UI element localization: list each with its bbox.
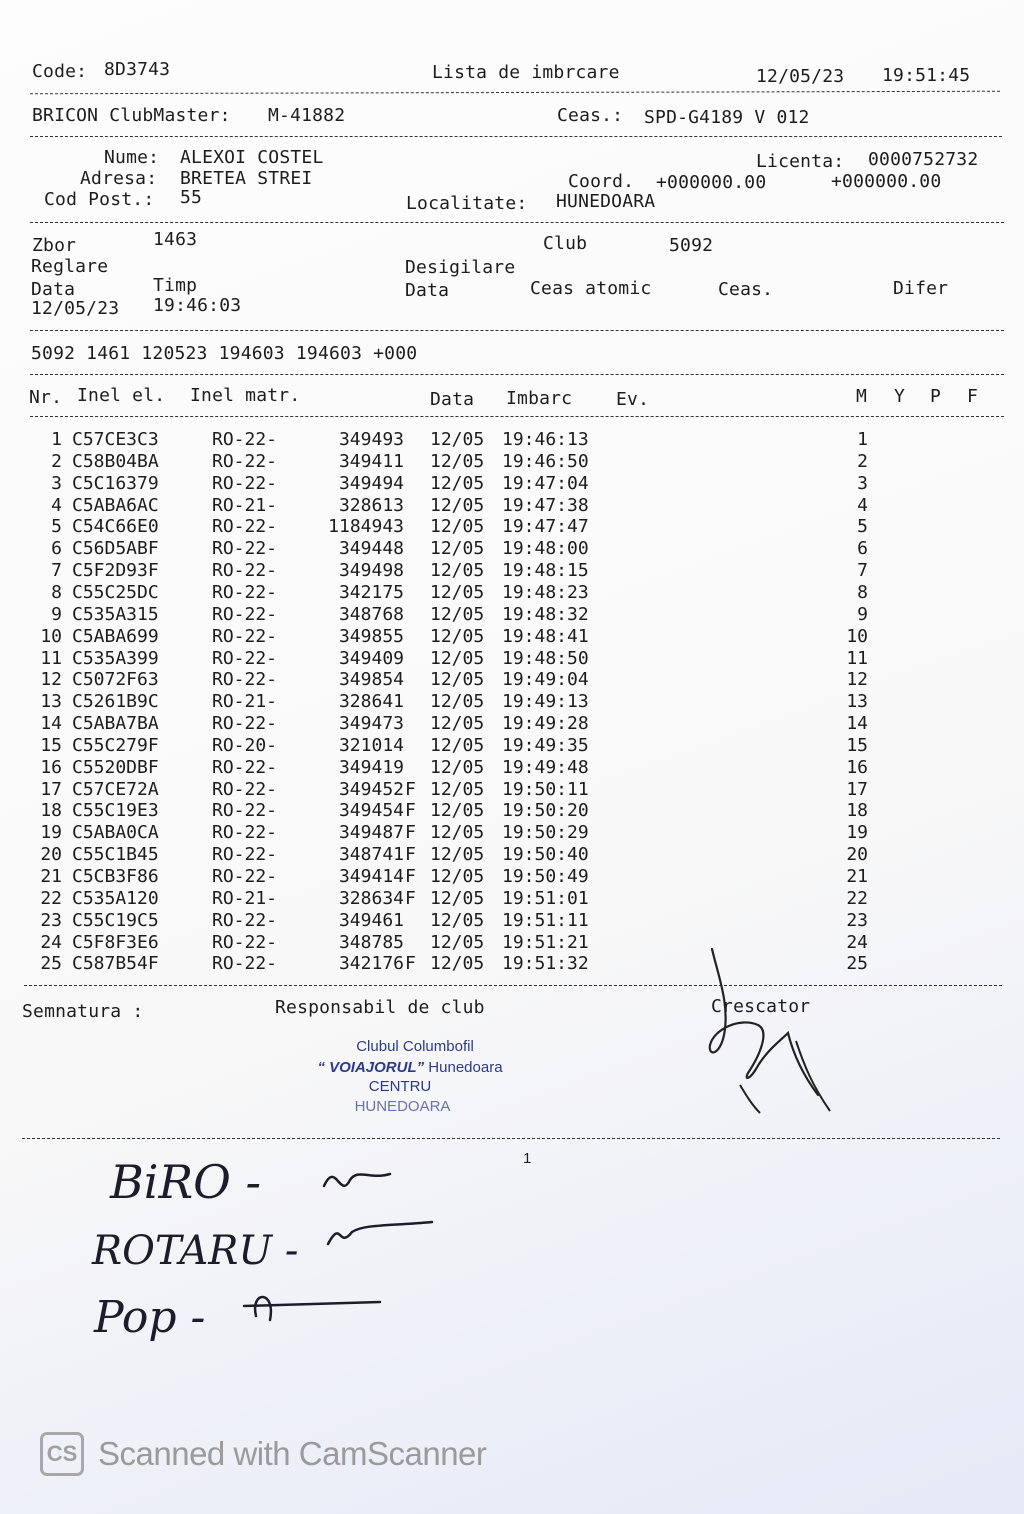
table-row: [0, 867, 1024, 889]
divider: [22, 1138, 1000, 1139]
ring-electronic: C5C16379: [72, 472, 159, 494]
ring-flag: F: [405, 800, 416, 822]
table-row: [0, 911, 1024, 933]
col-header-nr: Nr.: [29, 387, 63, 408]
ring-electronic: C57CE3C3: [72, 429, 159, 450]
col-header-inel-matr: Inel matr.: [190, 385, 301, 406]
ceas-col-label: Ceas.: [718, 279, 774, 300]
row-number: 14: [40, 713, 62, 735]
m-value: 16: [846, 756, 868, 778]
table-row: [0, 954, 1024, 976]
basket-date: 12/05: [430, 844, 485, 866]
basket-date: 12/05: [430, 647, 485, 669]
initials-mark-2: [328, 1222, 432, 1244]
m-value: 20: [846, 844, 868, 866]
col-header-f: F: [967, 386, 979, 407]
ring-electronic: C55C1B45: [72, 844, 159, 866]
m-value: 24: [846, 931, 868, 953]
basket-date: 12/05: [430, 931, 485, 953]
ring-electronic: C56D5ABF: [72, 538, 159, 560]
ring-prefix: RO-22-: [212, 538, 278, 560]
basket-date: 12/05: [430, 603, 485, 625]
ring-electronic: C5CB3F86: [72, 866, 159, 887]
ring-prefix: RO-22-: [212, 669, 278, 691]
m-value: 4: [857, 494, 868, 516]
basket-time: 19:50:29: [502, 822, 589, 844]
ring-prefix: RO-21-: [212, 887, 278, 909]
ring-number: 349493: [338, 429, 404, 450]
ring-electronic: C58B04BA: [72, 450, 159, 472]
ring-number: 349473: [338, 713, 404, 735]
row-number: 21: [40, 866, 62, 887]
m-value: 9: [857, 603, 868, 625]
basket-date: 12/05: [430, 429, 485, 450]
initials-mark-1: [324, 1174, 390, 1186]
ring-prefix: RO-22-: [212, 756, 278, 778]
ring-number: 349855: [338, 625, 404, 647]
initials-mark-3: [244, 1297, 380, 1320]
ring-number: 349452: [338, 778, 404, 800]
stamp-line-3: CENTRU: [368, 1078, 432, 1095]
row-number: 17: [40, 778, 62, 800]
col-header-ev: Ev.: [616, 389, 650, 410]
table-row: [0, 823, 1024, 845]
row-number: 18: [40, 800, 62, 822]
ring-flag: F: [405, 822, 416, 844]
basket-date: 12/05: [430, 822, 485, 844]
localitate-value: HUNEDOARA: [556, 191, 656, 212]
ring-prefix: RO-21-: [212, 494, 278, 516]
ring-electronic: C5261B9C: [72, 691, 159, 713]
m-value: 23: [846, 909, 868, 931]
basket-time: 19:49:28: [502, 713, 589, 735]
m-value: 6: [857, 538, 868, 560]
ring-prefix: RO-22-: [212, 953, 278, 975]
basket-time: 19:51:11: [502, 909, 589, 931]
ring-electronic: C55C279F: [72, 734, 159, 756]
basket-time: 19:51:01: [502, 887, 589, 909]
nume-value: ALEXOI COSTEL: [180, 147, 324, 168]
basket-date: 12/05: [430, 538, 485, 560]
ring-prefix: RO-22-: [212, 822, 278, 844]
divider: [24, 985, 1002, 986]
stamp-line-4: HUNEDOARA: [354, 1098, 451, 1115]
m-value: 11: [846, 647, 868, 669]
basket-date: 12/05: [430, 734, 485, 756]
table-row: [0, 758, 1024, 780]
ring-prefix: RO-22-: [212, 472, 278, 494]
table-row: [0, 714, 1024, 736]
code-label: Code:: [32, 61, 88, 82]
ring-number: 349494: [338, 472, 404, 494]
basket-date: 12/05: [430, 800, 485, 822]
row-number: 13: [40, 691, 62, 713]
row-number: 15: [40, 734, 62, 756]
basket-time: 19:48:41: [502, 625, 589, 647]
ring-number: 349461: [338, 909, 404, 931]
row-number: 5: [51, 516, 62, 538]
ring-electronic: C587B54F: [72, 953, 159, 975]
col-header-imbarc: Imbarc: [506, 388, 573, 409]
ring-prefix: RO-22-: [212, 909, 278, 931]
localitate-label: Localitate:: [406, 193, 528, 214]
ring-electronic: C535A120: [72, 887, 159, 909]
row-number: 7: [51, 560, 62, 582]
basket-time: 19:47:38: [502, 494, 589, 516]
basket-time: 19:48:50: [502, 647, 589, 669]
ring-number: 328641: [338, 691, 404, 713]
ring-prefix: RO-22-: [212, 647, 278, 669]
table-row: [0, 539, 1024, 561]
m-value: 19: [846, 822, 868, 844]
col-header-p: P: [930, 386, 942, 407]
basket-date: 12/05: [430, 494, 485, 516]
difer-label: Difer: [893, 278, 949, 299]
m-value: 2: [857, 450, 868, 472]
m-value: 1: [857, 429, 868, 450]
ring-number: 1184943: [328, 516, 404, 538]
document-title: Lista de imbrcare: [432, 62, 620, 83]
clubmaster-value: M-41882: [268, 105, 346, 126]
licenta-label: Licenta:: [756, 151, 845, 172]
ring-electronic: C57CE72A: [72, 778, 159, 800]
camscanner-text: Scanned with CamScanner: [98, 1435, 487, 1472]
summary-line: 5092 1461 120523 194603 194603 +000: [31, 343, 418, 364]
basket-time: 19:46:13: [502, 429, 589, 450]
ring-prefix: RO-22-: [212, 516, 278, 538]
m-value: 7: [857, 560, 868, 582]
ring-number: 348785: [338, 931, 404, 953]
ring-flag: F: [405, 778, 416, 800]
m-value: 8: [857, 581, 868, 603]
ring-number: 349419: [338, 756, 404, 778]
row-number: 8: [51, 581, 62, 603]
ring-electronic: C5072F63: [72, 669, 159, 691]
basket-time: 19:49:04: [502, 669, 589, 691]
basket-date: 12/05: [430, 756, 485, 778]
reglare-data: 12/05/23: [31, 298, 120, 319]
basket-date: 12/05: [430, 691, 485, 713]
print-date: 12/05/23: [756, 66, 845, 87]
ring-electronic: C55C19C5: [72, 909, 159, 931]
ring-electronic: C5ABA7BA: [72, 713, 159, 735]
basket-time: 19:51:32: [502, 953, 589, 975]
row-number: 3: [51, 472, 62, 494]
m-value: 5: [857, 516, 868, 538]
ring-electronic: C55C19E3: [72, 800, 159, 822]
ring-electronic: C535A315: [72, 603, 159, 625]
basket-date: 12/05: [430, 953, 485, 975]
basket-date: 12/05: [430, 472, 485, 494]
coord-x: +000000.00: [656, 172, 767, 193]
m-value: 3: [857, 472, 868, 494]
basket-date: 12/05: [430, 866, 485, 887]
ring-flag: F: [405, 953, 416, 975]
reglare-label: Reglare: [31, 256, 109, 277]
m-value: 14: [846, 713, 868, 735]
ring-prefix: RO-21-: [212, 691, 278, 713]
responsabil-label: Responsabil de club: [275, 997, 485, 1018]
basket-time: 19:51:21: [502, 931, 589, 953]
table-row: [0, 670, 1024, 692]
basket-time: 19:47:04: [502, 472, 589, 494]
camscanner-logo-icon: CS: [40, 1432, 84, 1476]
basket-time: 19:48:00: [502, 538, 589, 560]
row-number: 10: [40, 625, 62, 647]
basket-time: 19:49:13: [502, 691, 589, 713]
basket-date: 12/05: [430, 713, 485, 735]
basket-date: 12/05: [430, 887, 485, 909]
stamp-line-2: [290, 1058, 530, 1077]
ring-prefix: RO-22-: [212, 844, 278, 866]
divider: [30, 91, 1000, 95]
basket-date: 12/05: [430, 450, 485, 472]
table-row: [0, 474, 1024, 496]
ring-prefix: RO-22-: [212, 581, 278, 603]
club-value: 5092: [669, 235, 714, 256]
table-row: [0, 452, 1024, 474]
m-value: 12: [846, 669, 868, 691]
desigilare-data-label: Data: [405, 280, 450, 301]
row-number: 25: [40, 953, 62, 975]
ring-electronic: C5F8F3E6: [72, 931, 159, 953]
row-number: 20: [40, 844, 62, 866]
ring-prefix: RO-22-: [212, 713, 278, 735]
ring-electronic: C54C66E0: [72, 516, 159, 538]
ring-electronic: C5ABA0CA: [72, 822, 159, 844]
code-value: 8D3743: [104, 59, 171, 80]
clubmaster-label: BRICON ClubMaster:: [32, 105, 231, 126]
table-row: [0, 627, 1024, 649]
ring-number: 348741: [338, 844, 404, 866]
ring-number: 328613: [338, 494, 404, 516]
ceas-value: SPD-G4189 V 012: [644, 107, 810, 128]
m-value: 17: [846, 778, 868, 800]
basket-time: 19:50:20: [502, 800, 589, 822]
ring-flag: F: [405, 866, 416, 887]
zbor-label: Zbor: [32, 235, 77, 256]
m-value: 25: [846, 953, 868, 975]
divider: [30, 136, 1002, 137]
m-value: 10: [846, 625, 868, 647]
crescator-label: Crescator: [711, 996, 811, 1017]
basket-date: 12/05: [430, 560, 485, 582]
ring-prefix: RO-22-: [212, 866, 278, 887]
ring-electronic: C5ABA6AC: [72, 494, 159, 516]
row-number: 4: [51, 494, 62, 516]
ring-prefix: RO-22-: [212, 603, 278, 625]
ring-prefix: RO-22-: [212, 800, 278, 822]
divider: [30, 330, 1004, 331]
basket-time: 19:49:35: [502, 734, 589, 756]
table-row: [0, 517, 1024, 539]
desigilare-label: Desigilare: [405, 257, 516, 278]
ring-number: 349498: [338, 560, 404, 582]
table-row: [0, 583, 1024, 605]
club-label: Club: [543, 233, 588, 254]
basket-time: 19:49:48: [502, 756, 589, 778]
stamp-line-1: Clubul Columbofil: [356, 1038, 474, 1055]
divider: [30, 416, 1004, 417]
ring-prefix: RO-22-: [212, 625, 278, 647]
ring-prefix: RO-20-: [212, 734, 278, 756]
stamp-city: Hunedoara: [424, 1059, 503, 1076]
row-number: 16: [40, 756, 62, 778]
table-row: [0, 736, 1024, 758]
table-row: [0, 889, 1024, 911]
col-header-m: M: [856, 386, 868, 407]
ring-number: 349411: [338, 450, 404, 472]
ring-electronic: C535A399: [72, 647, 159, 669]
col-header-y: Y: [894, 386, 906, 407]
ring-number: 349487: [338, 822, 404, 844]
basket-time: 19:48:32: [502, 603, 589, 625]
row-number: 19: [40, 822, 62, 844]
row-number: 1: [51, 429, 62, 450]
adresa-label: Adresa:: [80, 168, 158, 189]
reglare-timp: 19:46:03: [153, 295, 242, 316]
basket-time: 19:50:40: [502, 844, 589, 866]
table-row: [0, 780, 1024, 802]
ring-electronic: C5ABA699: [72, 625, 159, 647]
basket-time: 19:46:50: [502, 450, 589, 472]
ring-flag: F: [405, 887, 416, 909]
adresa-value: BRETEA STREI: [180, 168, 313, 189]
table-row: [0, 845, 1024, 867]
row-number: 11: [40, 647, 62, 669]
ring-number: 348768: [338, 603, 404, 625]
handwritten-line-3: Pop -: [94, 1292, 206, 1343]
table-row: [0, 692, 1024, 714]
ring-number: 321014: [338, 734, 404, 756]
row-number: 9: [51, 603, 62, 625]
camscanner-watermark: [40, 1432, 486, 1476]
m-value: 22: [846, 887, 868, 909]
ring-number: 342175: [338, 581, 404, 603]
ring-number: 349854: [338, 669, 404, 691]
ring-prefix: RO-22-: [212, 429, 278, 450]
table-row: [0, 801, 1024, 823]
row-number: 23: [40, 909, 62, 931]
codpost-label: Cod Post.:: [44, 189, 155, 210]
stamp-club-name: “ VOIAJORUL”: [317, 1059, 425, 1076]
row-number: 12: [40, 669, 62, 691]
handwritten-notes: [80, 1140, 460, 1350]
licenta-value: 0000752732: [868, 149, 979, 170]
row-number: 2: [51, 450, 62, 472]
col-header-inel-el: Inel el.: [77, 385, 166, 406]
row-number: 6: [51, 538, 62, 560]
basket-date: 12/05: [430, 516, 485, 538]
table-row: [0, 430, 1024, 452]
ring-number: 349448: [338, 538, 404, 560]
basket-date: 12/05: [430, 625, 485, 647]
ring-prefix: RO-22-: [212, 931, 278, 953]
ring-flag: F: [405, 844, 416, 866]
table-row: [0, 496, 1024, 518]
codpost-value: 55: [180, 187, 203, 208]
table-row: [0, 649, 1024, 671]
table-row: [0, 561, 1024, 583]
divider: [30, 222, 1004, 223]
coord-y: +000000.00: [831, 171, 942, 192]
ring-number: 349454: [338, 800, 404, 822]
basket-time: 19:50:49: [502, 866, 589, 887]
ring-prefix: RO-22-: [212, 560, 278, 582]
crescator-signature: [700, 945, 840, 1125]
basket-date: 12/05: [430, 778, 485, 800]
basket-date: 12/05: [430, 669, 485, 691]
divider: [30, 374, 1004, 375]
basket-time: 19:47:47: [502, 516, 589, 538]
reglare-data-label: Data: [31, 279, 76, 300]
m-value: 13: [846, 691, 868, 713]
ring-number: 342176: [338, 953, 404, 975]
basket-time: 19:48:15: [502, 560, 589, 582]
ring-electronic: C5F2D93F: [72, 560, 159, 582]
ring-number: 349409: [338, 647, 404, 669]
row-number: 22: [40, 887, 62, 909]
coord-label: Coord.: [568, 171, 635, 192]
handwritten-line-2: ROTARU -: [92, 1228, 299, 1274]
ceas-label: Ceas.:: [557, 105, 624, 126]
basket-time: 19:48:23: [502, 581, 589, 603]
ring-electronic: C5520DBF: [72, 756, 159, 778]
semnatura-label: Semnatura :: [22, 1001, 144, 1022]
m-value: 21: [846, 866, 868, 887]
page-number: 1: [523, 1150, 532, 1167]
reglare-timp-label: Timp: [153, 275, 198, 296]
m-value: 15: [846, 734, 868, 756]
handwritten-line-1: BiRO -: [110, 1155, 262, 1209]
basket-date: 12/05: [430, 581, 485, 603]
table-row: [0, 605, 1024, 627]
zbor-value: 1463: [153, 229, 198, 250]
row-number: 24: [40, 931, 62, 953]
ring-prefix: RO-22-: [212, 778, 278, 800]
basket-date: 12/05: [430, 909, 485, 931]
ring-number: 328634: [338, 887, 404, 909]
nume-label: Nume:: [104, 147, 160, 168]
print-time: 19:51:45: [882, 65, 971, 86]
ring-prefix: RO-22-: [212, 450, 278, 472]
table-row: [0, 933, 1024, 955]
ring-number: 349414: [338, 866, 404, 887]
ring-electronic: C55C25DC: [72, 581, 159, 603]
ceas-atomic-label: Ceas atomic: [530, 278, 652, 299]
basket-time: 19:50:11: [502, 778, 589, 800]
col-header-data: Data: [430, 389, 475, 410]
m-value: 18: [846, 800, 868, 822]
